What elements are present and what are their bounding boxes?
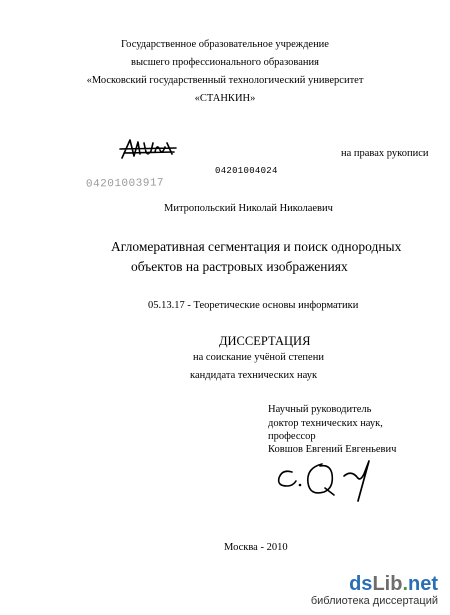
rights-note: на правах рукописи bbox=[341, 148, 429, 159]
archive-code: 04201004024 bbox=[215, 166, 278, 176]
author-name: Митропольский Николай Николаевич bbox=[164, 203, 333, 214]
handwritten-mark-icon bbox=[118, 134, 180, 164]
document-type: ДИССЕРТАЦИЯ bbox=[219, 334, 311, 348]
supervisor-line-1: Научный руководитель bbox=[268, 404, 372, 415]
watermark-subtitle: библиотека диссертаций bbox=[310, 595, 438, 607]
place-year: Москва - 2010 bbox=[224, 542, 288, 553]
watermark-dot: . bbox=[402, 573, 408, 595]
supervisor-line-2: доктор технических наук, bbox=[268, 418, 383, 429]
supervisor-name: Ковшов Евгений Евгеньевич bbox=[268, 444, 397, 455]
institution-line-1: Государственное образовательное учреждение bbox=[121, 39, 329, 50]
specialty: 05.13.17 - Теоретические основы информатики bbox=[148, 300, 359, 311]
watermark-lib: Lib bbox=[372, 573, 403, 595]
supervisor-line-3: профессор bbox=[268, 431, 316, 442]
institution-line-2: высшего профессионального образования bbox=[131, 57, 319, 68]
institution-line-3: «Московский государственный технологический университет bbox=[86, 75, 364, 86]
watermark-ds: ds bbox=[349, 573, 373, 595]
dissertation-title-line-2: объектов на растровых изображениях bbox=[131, 259, 348, 274]
degree-line-1: на соискание учёной степени bbox=[193, 352, 324, 363]
watermark-logo-text bbox=[311, 574, 438, 594]
signature-icon bbox=[272, 455, 392, 507]
institution-line-4: «СТАНКИН» bbox=[194, 93, 256, 104]
watermark-net: net bbox=[408, 573, 438, 595]
archive-stamp: 04201003917 bbox=[85, 177, 165, 191]
watermark-logo bbox=[311, 574, 438, 607]
dissertation-title-line-1: Агломеративная сегментация и поиск однородных bbox=[111, 239, 402, 254]
degree-line-2: кандидата технических наук bbox=[190, 370, 318, 381]
